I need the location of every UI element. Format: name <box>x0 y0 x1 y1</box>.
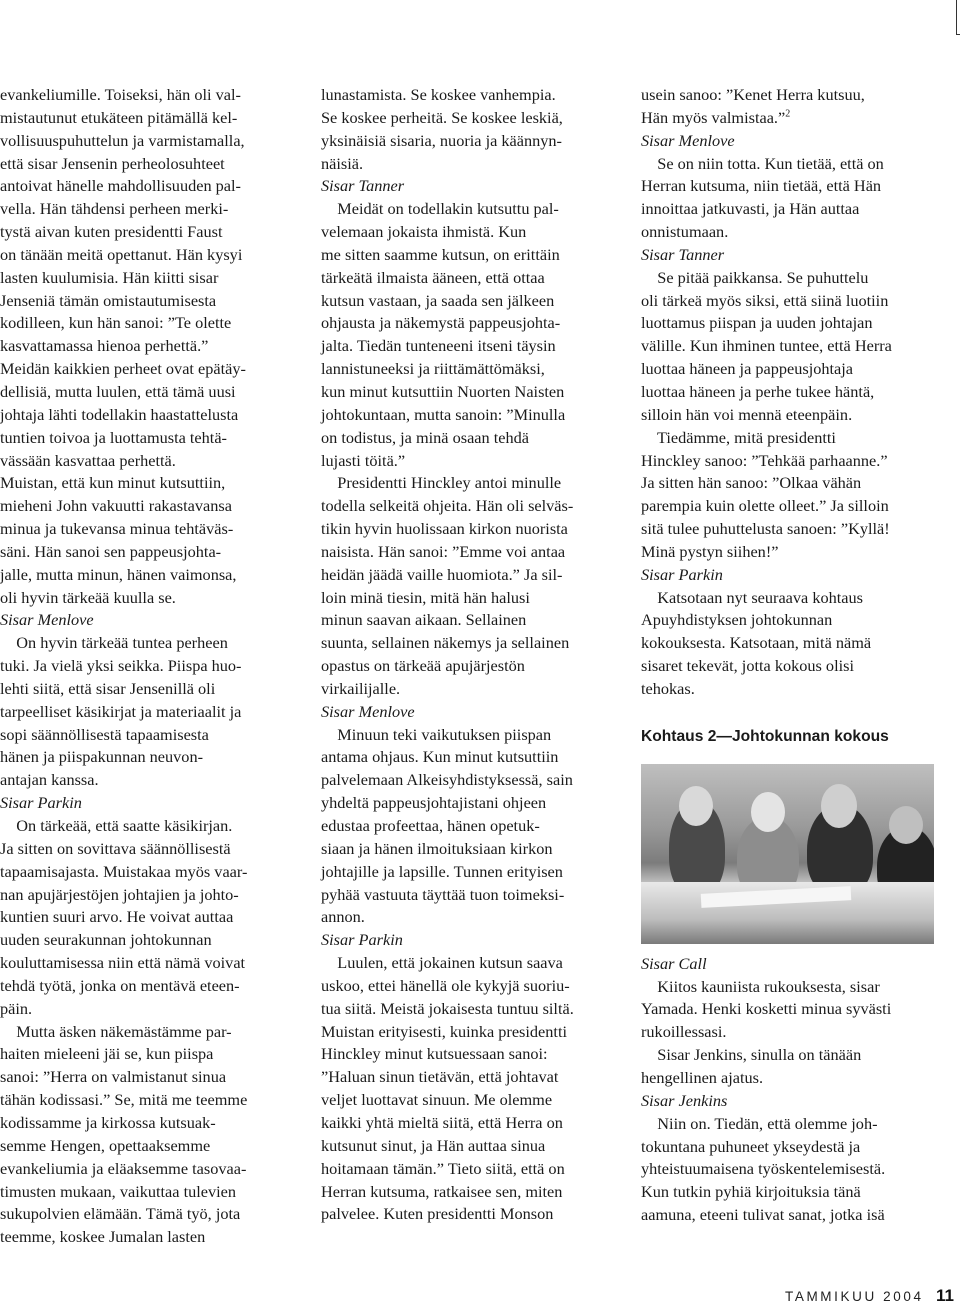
text-line: todella selkeitä ohjeita. Hän oli selväs- <box>321 496 574 516</box>
text-line: on todistus, ja minä osaan tehdä <box>321 427 529 447</box>
text-line: säni. Hän sanoi sen pappeusjohta- <box>0 541 222 561</box>
speaker-name: Sisar Tanner <box>641 244 725 264</box>
text-line: antama ohjaus. Kun minut kutsuttiin <box>321 747 559 767</box>
text-line: evankeliumille. Toiseksi, hän oli val- <box>0 85 241 104</box>
meeting-photo <box>641 764 934 944</box>
text-line: vässään kasvattaa perhettä. <box>0 450 176 470</box>
text-column-1 <box>0 84 290 1249</box>
text-line: Se pitää paikkansa. Se puhuttelu <box>641 267 869 287</box>
text-line: Muistan erityisesti, kuinka presidentti <box>321 1021 567 1041</box>
text-line: On hyvin tärkeää tuntea perheen <box>0 633 228 653</box>
text-line: kokouksesta. Katsotaan, mitä nämä <box>641 633 872 653</box>
text-line: uuden seurakunnan johtokunnan <box>0 930 212 950</box>
speaker-name: Sisar Jenkins <box>641 1090 728 1110</box>
text-line: timusten mukaan, vaikuttaa tulevien <box>0 1181 237 1201</box>
text-line: näisiä. <box>321 153 364 173</box>
text-line: Ja sitten on sovittava säännöllisestä <box>0 838 231 858</box>
text-line: tua siitä. Meistä jokaisesta tuntuu siltä. <box>321 998 574 1018</box>
text-line: nan apujärjestöjen johtajien ja johto- <box>0 884 239 904</box>
text-line: suunta, sellainen näkemys ja sellainen <box>321 633 570 653</box>
text-line: Hinckley sanoo: ”Tehkää parhaanne.” <box>641 450 888 470</box>
text-line: mieheni John vakuutti rakastavansa <box>0 496 232 516</box>
text-line: Se koskee perheitä. Se koskee leskiä, <box>321 107 563 127</box>
text-line: kaikki yhtä mieltä siitä, että Herra on <box>321 1112 563 1132</box>
text-line: luottaa häneen ja pappeusjohtaja <box>641 359 854 379</box>
text-line: lehti siitä, että sisar Jensenillä oli <box>0 678 216 698</box>
text-line: Muistan, että kun minut kutsuttiin, <box>0 473 226 493</box>
text-line: tehdä työtä, jonka on mentävä eteen- <box>0 975 240 995</box>
text-line: Luulen, että jokainen kutsun saava <box>321 953 563 973</box>
text-line: opastus on tärkeää apujärjestön <box>321 656 525 676</box>
text-line: Tiedämme, mitä presidentti <box>641 427 836 447</box>
text-line: tarpeelliset käsikirjat ja materiaalit ja <box>0 701 242 721</box>
text-line: ohjausta ja näkemystä pappeusjohta- <box>321 313 561 333</box>
text-line: evankeliumia ja eläaksemme tasovaa- <box>0 1158 247 1178</box>
text-line: jalle, mutta minun, hänen vaimonsa, <box>0 564 237 584</box>
text-line: jalta. Tiedän tunteneeni itseni täysin <box>321 336 556 356</box>
text-line: Minuun teki vaikutuksen piispan <box>321 724 552 744</box>
text-line: hoitamaan tämän.” Tieto siitä, että on <box>321 1158 565 1178</box>
text-line: on tänään meitä opettanut. Hän kysyi <box>0 244 243 264</box>
text-line: Kun tutkin pyhiä kirjoituksia tänä <box>641 1182 861 1202</box>
speaker-name: Sisar Menlove <box>641 130 735 150</box>
text-line: siaan ja hänen ilmoituksiaan kirkon <box>321 838 553 858</box>
text-line: Mutta äsken näkemästämme par- <box>0 1021 232 1041</box>
column-3-upper <box>641 84 941 701</box>
text-line: Meidät on todellakin kutsuttu pal- <box>321 199 559 219</box>
corner-crop-mark-horizontal <box>956 34 960 35</box>
text-line: oli tärkeä myös siksi, että siinä luotiin <box>641 290 889 310</box>
text-line: tuntien toivoa ja luottamusta tehtä- <box>0 427 227 447</box>
text-line: lujasti töitä.” <box>321 450 406 470</box>
text-line: loin minä tiesin, mitä hän halusi <box>321 587 530 607</box>
text-line: sanoi: ”Herra on valmistanut sinua <box>0 1067 227 1087</box>
text-line: kutsunut sinut, ja Hän auttaa sinua <box>321 1135 546 1155</box>
text-line: antajan kanssa. <box>0 770 99 790</box>
text-line: kuntien suuri arvo. He voivat auttaa <box>0 907 234 927</box>
text-line: Herran kutsuma, ratkaisee sen, miten <box>321 1181 563 1201</box>
text-line: Kiitos kauniista rukouksesta, sisar <box>641 976 880 996</box>
text-line: teemme, koskee Jumalan lasten <box>0 1227 206 1247</box>
text-line: sitä tulee puhuttelusta sanoen: ”Kyllä! <box>641 519 890 539</box>
text-line: tokuntana puhuneet ykseydestä ja <box>641 1136 861 1156</box>
text-line: kodissamme ja kirkossa kutsuak- <box>0 1112 216 1132</box>
text-line: On tärkeää, että saatte käsikirjan. <box>0 816 233 835</box>
text-line: silloin hän voi mennä eteenpäin. <box>641 404 853 424</box>
text-line: velemaan jokaista ihmistä. Kun <box>321 222 527 242</box>
text-line: aamuna, eteeni tulivat sanat, jotka isä <box>641 1205 885 1225</box>
text-line: naisista. Hän sanoi: ”Emme voi antaa <box>321 541 566 561</box>
speaker-name: Sisar Menlove <box>0 610 94 630</box>
text-line: heidän jäädä vaille huomiota.” Ja sil- <box>321 564 563 584</box>
footnote-marker: 2 <box>785 108 791 120</box>
text-line: virkailijalle. <box>321 678 401 698</box>
photo-person-head <box>751 792 785 832</box>
text-line: tehokas. <box>641 678 695 698</box>
text-line: Apuyhdistyksen johtokunnan <box>641 610 833 630</box>
text-line: tärkeätä ilmaista ääneen, että ottaa <box>321 267 545 287</box>
speaker-name: Sisar Menlove <box>321 701 415 721</box>
footer-issue-date: TAMMIKUU 2004 <box>785 1289 924 1304</box>
text-line: mistautunut etukäteen pitämällä kel- <box>0 107 238 127</box>
text-line: vollisuuspuhuttelun ja varmistamalla, <box>0 130 245 150</box>
text-line: kouluttamisessa niin että nämä voivat <box>0 953 246 973</box>
text-line: me sitten saamme kutsun, on erittäin <box>321 244 560 264</box>
text-line: luottaa häneen ja perhe tukee häntä, <box>641 381 875 401</box>
text-line: usein sanoo: ”Kenet Herra kutsuu, <box>641 85 865 104</box>
speaker-name: Sisar Tanner <box>321 176 405 196</box>
photo-person-head <box>889 806 923 844</box>
text-line: Herran kutsuma, niin tietää, että Hän <box>641 176 882 196</box>
text-line: lannistuneeksi ja riittämättömäksi, <box>321 359 545 379</box>
text-line: edustaa profeettaa, hänen opetuk- <box>321 816 540 835</box>
text-line: Sisar Jenkins, sinulla on tänään <box>641 1045 862 1065</box>
speaker-name: Sisar Parkin <box>641 564 723 584</box>
text-line: Hinckley minut kutsuessaan sanoi: <box>321 1044 548 1064</box>
text-line: dellisiä, mutta luulen, että tämä uusi <box>0 381 236 401</box>
text-line: onnistumaan. <box>641 222 729 242</box>
text-line: tapaamisajasta. Muistakaa myös vaar- <box>0 861 248 881</box>
photo-person-head <box>679 786 713 826</box>
text-line: sopi säännöllisestä tapaamisesta <box>0 724 209 744</box>
text-line: ”Haluan sinun tietävän, että johtavat <box>321 1067 559 1087</box>
speaker-name: Sisar Parkin <box>0 793 82 813</box>
section-heading: Kohtaus 2—Johtokunnan kokous <box>641 727 889 745</box>
text-line: vella. Hän tähdensi perheen merki- <box>0 199 229 219</box>
text-line: päin. <box>0 998 33 1018</box>
text-line: tähän kodissasi.” Se, mitä me teemme <box>0 1090 248 1110</box>
text-line: annon. <box>321 907 365 927</box>
text-line: Niin on. Tiedän, että olemme joh- <box>641 1113 878 1133</box>
text-line: Jenseniä tämän omistautumisesta <box>0 290 217 310</box>
text-line: hänen ja piispakunnan neuvon- <box>0 747 204 767</box>
page-number: 11 <box>936 1286 954 1305</box>
text-line: Hän myös valmistaa.”$^2$ <box>641 107 791 127</box>
text-line: pyhää vastuuta täyttää tuon toimeksi- <box>321 884 565 904</box>
text-column-3 <box>641 84 941 1227</box>
text-line: tikin hyvin huolissaan kirkon nuorista <box>321 519 568 539</box>
column-3-lower <box>641 953 941 1227</box>
text-line: että sisar Jensenin perheolosuhteet <box>0 153 225 173</box>
text-line: Minä pystyn siihen!” <box>641 541 779 561</box>
text-line: luottamus piispan ja uuden johtajan <box>641 313 873 333</box>
text-line: lasten kuulumisia. Hän kiitti sisar <box>0 267 219 287</box>
text-line: oli hyvin tärkeää kuulla se. <box>0 587 176 607</box>
text-line: johtaja lähti todellakin haastattelusta <box>0 404 239 424</box>
text-line: kasvattamassa hienoa perhettä.” <box>0 336 209 356</box>
text-line: yhdeltä pappeusjohtajistani ohjeen <box>321 793 547 813</box>
text-line: välille. Kun ihminen tuntee, että Herra <box>641 336 892 356</box>
text-line: Ja sitten hän sanoo: ”Olkaa vähän <box>641 473 862 493</box>
text-line: hengellinen ajatus. <box>641 1068 764 1087</box>
text-line: Se on niin totta. Kun tietää, että on <box>641 153 884 173</box>
text-line: minua ja tukevansa minua tehtäväs- <box>0 519 234 539</box>
text-line: semme Hengen, opettaaksemme <box>0 1135 211 1155</box>
text-line: tystä aivan kuten presidentti Faust <box>0 222 223 242</box>
text-line: Yamada. Henki kosketti minua syvästi <box>641 999 892 1019</box>
text-line: kodilleen, kun hän sanoi: ”Te olette <box>0 313 232 333</box>
photo-person-head <box>821 784 857 828</box>
text-line: veljet luottavat sinuun. Me olemme <box>321 1090 553 1110</box>
text-line: minun saavan aikaan. Sellainen <box>321 610 527 630</box>
text-line: yhteistuumaisena työskentelemisestä. <box>641 1159 886 1179</box>
text-line: lunastamista. Se koskee vanhempia. <box>321 85 556 104</box>
text-line: innoittaa jatkuvasti, ja Hän auttaa <box>641 199 860 219</box>
text-line: Meidän kaikkien perheet ovat epätäy- <box>0 359 246 379</box>
text-line: palvelemaan Alkeisyhdistyksessä, sain <box>321 770 573 790</box>
corner-crop-mark <box>956 0 957 34</box>
text-line: Katsotaan nyt seuraava kohtaus <box>641 587 863 607</box>
text-line: sukupolvien elämään. Tämä työ, jota <box>0 1204 241 1224</box>
text-line: kun minut kutsuttiin Nuorten Naisten <box>321 381 565 401</box>
speaker-name: Sisar Parkin <box>321 930 403 950</box>
text-line: sisaret tekevät, jotta kokous olisi <box>641 656 854 676</box>
text-line: antoivat hänelle mahdollisuuden pal- <box>0 176 241 196</box>
text-line: tuki. Ja vielä yksi seikka. Piispa huo- <box>0 656 242 676</box>
text-line: rukoillessasi. <box>641 1022 727 1042</box>
text-line: yksinäisiä sisaria, nuoria ja käännyn- <box>321 130 562 150</box>
text-line: johtokuntaan, mutta sanoin: ”Minulla <box>321 404 566 424</box>
text-line: haiten mieleeni jäi se, kun piispa <box>0 1044 214 1064</box>
text-line: palvelee. Kuten presidentti Monson <box>321 1204 554 1224</box>
text-line: johtajille ja lapsille. Tunnen erityisen <box>321 861 563 881</box>
text-column-2 <box>321 84 618 1226</box>
text-line: kutsun vastaan, ja saada sen jälkeen <box>321 290 555 310</box>
text-line: parempia kuin olette olleet.” Ja silloin <box>641 496 889 516</box>
text-line: Presidentti Hinckley antoi minulle <box>321 473 562 493</box>
text-line: uskoo, ettei hänellä ole kykyjä suoriu- <box>321 975 570 995</box>
speaker-name: Sisar Call <box>641 953 707 973</box>
